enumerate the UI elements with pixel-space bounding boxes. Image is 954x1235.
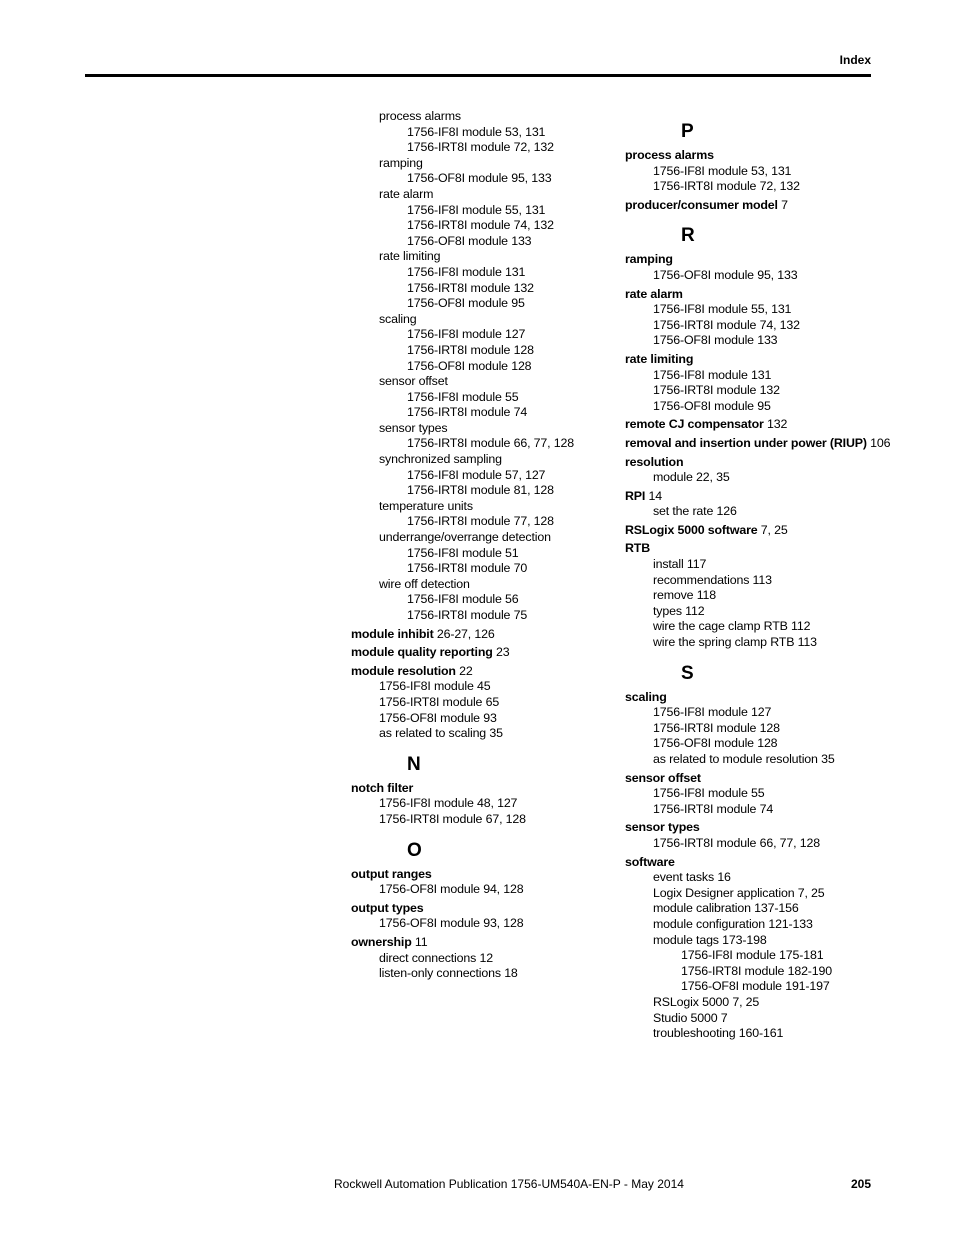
subentry-text: install 117 xyxy=(653,557,707,572)
index-subentry xyxy=(625,573,905,589)
index-subentry xyxy=(625,179,905,195)
subentry-text: 1756-IF8I module 127 xyxy=(407,327,526,342)
index-page-ref: 7 xyxy=(777,197,788,212)
index-subsubentry xyxy=(351,125,613,141)
subentry-text: process alarms xyxy=(379,109,461,123)
index-subentry xyxy=(625,399,905,415)
index-subentry xyxy=(351,711,613,727)
index-column-right xyxy=(625,109,905,1042)
index-subentry xyxy=(625,786,905,802)
index-subsubentry xyxy=(351,468,613,484)
subentry-text: 1756-IRT8I module 74, 132 xyxy=(653,317,800,332)
subentry-text: underrange/overrange detection xyxy=(379,530,551,545)
index-subsubentry xyxy=(351,281,613,297)
index-subentry xyxy=(625,557,905,573)
index-entry xyxy=(625,417,905,433)
index-subentry xyxy=(351,530,613,546)
index-subsubentry xyxy=(351,405,613,421)
index-term: ramping xyxy=(625,252,673,267)
index-page-ref: 26-27, 126 xyxy=(433,626,495,641)
subentry-text: remove 118 xyxy=(653,588,717,603)
index-subentry xyxy=(625,917,905,933)
subentry-text: 1756-OF8I module 128 xyxy=(407,358,532,373)
index-subentry xyxy=(625,752,905,768)
subentry-text: 1756-IF8I module 45 xyxy=(379,679,491,694)
index-entry xyxy=(351,901,613,917)
letter-text: S xyxy=(681,662,694,684)
index-subsubentry xyxy=(351,592,613,608)
subentry-text: 1756-IF8I module 175-181 xyxy=(681,948,824,963)
index-term: rate limiting xyxy=(625,351,694,366)
subentry-text: 1756-IF8I module 55, 131 xyxy=(407,202,546,217)
index-letter-heading xyxy=(351,752,613,778)
index-subsubentry xyxy=(351,359,613,375)
subentry-text: 1756-IF8I module 56 xyxy=(407,592,519,607)
subentry-text: 1756-IRT8I module 132 xyxy=(653,383,780,398)
page-number: 205 xyxy=(850,1177,871,1191)
index-term: output types xyxy=(351,900,424,915)
index-subentry xyxy=(351,374,613,390)
index-subentry xyxy=(625,933,905,949)
subentry-text: 1756-IRT8I module 75 xyxy=(407,608,528,622)
subentry-text: 1756-IRT8I module 67, 128 xyxy=(379,811,526,826)
subentry-text: ramping xyxy=(379,155,423,170)
index-page-ref: 22 xyxy=(455,663,473,678)
index-subsubentry xyxy=(625,948,905,964)
index-entry xyxy=(625,352,905,368)
index-subentry xyxy=(625,1011,905,1027)
index-term: remote CJ compensator xyxy=(625,417,764,432)
index-subentry xyxy=(625,318,905,334)
subentry-text: rate limiting xyxy=(379,249,441,264)
index-subentry xyxy=(625,802,905,818)
index-term: removal and insertion under power (RIUP) xyxy=(625,435,867,450)
index-term: ownership xyxy=(351,934,412,949)
index-subsubentry xyxy=(351,561,613,577)
index-subentry xyxy=(351,679,613,695)
index-subentry xyxy=(625,901,905,917)
index-subentry xyxy=(625,736,905,752)
index-term: resolution xyxy=(625,454,684,469)
subentry-text: 1756-IF8I module 48, 127 xyxy=(379,796,518,811)
index-letter-heading xyxy=(625,223,905,249)
subentry-text: 1756-IRT8I module 74, 132 xyxy=(407,218,554,233)
letter-text: N xyxy=(407,753,421,775)
index-entry xyxy=(625,690,905,706)
index-entry xyxy=(351,781,613,797)
index-page-ref: 132 xyxy=(763,417,788,432)
subentry-text: module tags 173-198 xyxy=(653,932,767,947)
subentry-text: 1756-IF8I module 51 xyxy=(407,545,519,560)
index-subentry xyxy=(625,886,905,902)
index-subsubentry xyxy=(351,390,613,406)
index-letter-heading xyxy=(351,838,613,864)
subentry-text: 1756-IRT8I module 132 xyxy=(407,280,534,295)
subentry-text: temperature units xyxy=(379,498,473,513)
index-letter-heading xyxy=(625,661,905,687)
index-subentry xyxy=(625,836,905,852)
subentry-text: 1756-IF8I module 53, 131 xyxy=(653,163,792,178)
index-subentry xyxy=(625,302,905,318)
subentry-text: 1756-OF8I module 191-197 xyxy=(681,979,830,994)
index-subentry xyxy=(625,164,905,180)
index-subsubentry xyxy=(351,546,613,562)
index-entry xyxy=(351,935,613,951)
subentry-text: 1756-IF8I module 131 xyxy=(653,367,772,382)
index-subentry xyxy=(351,156,613,172)
index-subentry xyxy=(625,368,905,384)
index-entry xyxy=(625,771,905,787)
index-subsubentry xyxy=(351,514,613,530)
subentry-text: set the rate 126 xyxy=(653,504,737,519)
index-subsubentry xyxy=(351,265,613,281)
index-subentry xyxy=(625,1026,905,1042)
subentry-text: rate alarm xyxy=(379,186,434,201)
index-page-ref: 14 xyxy=(645,488,662,503)
index-entry xyxy=(351,664,613,680)
index-subsubentry xyxy=(351,296,613,312)
index-page-ref: 106 xyxy=(866,435,891,450)
index-entry xyxy=(351,645,613,661)
index-term: module inhibit xyxy=(351,626,434,641)
index-entry xyxy=(625,252,905,268)
index-subentry xyxy=(625,504,905,520)
subentry-text: 1756-IRT8I module 70 xyxy=(407,561,528,576)
index-subentry xyxy=(625,470,905,486)
subentry-text: synchronized sampling xyxy=(379,452,502,467)
subentry-text: 1756-IRT8I module 66, 77, 128 xyxy=(407,436,574,451)
index-subsubentry xyxy=(351,483,613,499)
subentry-text: 1756-IRT8I module 66, 77, 128 xyxy=(653,835,820,850)
index-subsubentry xyxy=(625,979,905,995)
index-term: RTB xyxy=(625,541,651,556)
index-page-ref: 23 xyxy=(492,645,510,660)
index-subentry xyxy=(625,268,905,284)
index-subentry xyxy=(351,109,613,125)
index-subentry xyxy=(351,916,613,932)
index-subentry xyxy=(351,882,613,898)
subentry-text: 1756-OF8I module 133 xyxy=(407,233,532,248)
subentry-text: Studio 5000 7 xyxy=(653,1010,728,1025)
subentry-text: listen-only connections 18 xyxy=(379,966,518,981)
index-subentry xyxy=(625,635,905,651)
subentry-text: 1756-IRT8I module 182-190 xyxy=(681,963,833,978)
index-entry xyxy=(625,523,905,539)
subentry-text: troubleshooting 160-161 xyxy=(653,1026,784,1041)
subentry-text: 1756-IF8I module 53, 131 xyxy=(407,124,546,139)
index-subentry xyxy=(625,995,905,1011)
index-term: scaling xyxy=(625,689,667,704)
index-subentry xyxy=(625,588,905,604)
index-term: sensor offset xyxy=(625,770,701,785)
subentry-text: 1756-IRT8I module 72, 132 xyxy=(407,140,554,155)
subentry-text: scaling xyxy=(379,311,417,326)
index-subentry xyxy=(351,812,613,828)
index-subsubentry xyxy=(351,203,613,219)
index-term: RSLogix 5000 software xyxy=(625,522,758,537)
subentry-text: as related to scaling 35 xyxy=(379,726,503,741)
index-term: process alarms xyxy=(625,148,714,162)
index-subentry xyxy=(351,796,613,812)
index-entry xyxy=(625,855,905,871)
index-term: rate alarm xyxy=(625,286,683,301)
subentry-text: 1756-IRT8I module 77, 128 xyxy=(407,514,554,529)
index-column-left xyxy=(351,109,613,982)
index-subentry xyxy=(625,383,905,399)
subentry-text: 1756-IRT8I module 74 xyxy=(653,801,774,816)
index-subsubentry xyxy=(351,234,613,250)
subentry-text: types 112 xyxy=(653,603,705,618)
header-rule xyxy=(85,74,871,77)
index-entry xyxy=(625,541,905,557)
index-subentry xyxy=(351,312,613,328)
subentry-text: as related to module resolution 35 xyxy=(653,752,835,766)
subentry-text: 1756-OF8I module 94, 128 xyxy=(379,882,524,897)
subentry-text: module configuration 121-133 xyxy=(653,916,813,931)
letter-text: P xyxy=(681,121,694,142)
subentry-text: 1756-OF8I module 128 xyxy=(653,736,778,751)
index-subentry xyxy=(351,249,613,265)
subentry-text: 1756-IF8I module 55 xyxy=(653,786,765,801)
subentry-text: 1756-IRT8I module 128 xyxy=(407,342,534,357)
subentry-text: wire the spring clamp RTB 113 xyxy=(653,635,817,650)
subentry-text: module calibration 137-156 xyxy=(653,901,799,916)
index-subsubentry xyxy=(351,218,613,234)
index-term: output ranges xyxy=(351,866,432,881)
index-subentry xyxy=(351,695,613,711)
index-term: producer/consumer model xyxy=(625,197,778,212)
index-subsubentry xyxy=(351,171,613,187)
subentry-text: 1756-IRT8I module 81, 128 xyxy=(407,483,554,498)
letter-text: O xyxy=(407,839,422,861)
index-entry xyxy=(625,820,905,836)
subentry-text: 1756-IRT8I module 72, 132 xyxy=(653,179,800,194)
index-entry xyxy=(625,436,905,452)
subentry-text: sensor types xyxy=(379,420,448,435)
index-subentry xyxy=(625,333,905,349)
index-subsubentry xyxy=(351,140,613,156)
index-term: module quality reporting xyxy=(351,645,493,660)
subentry-text: 1756-IRT8I module 74 xyxy=(407,405,528,420)
subentry-text: 1756-OF8I module 133 xyxy=(653,333,778,348)
subentry-text: 1756-IF8I module 55, 131 xyxy=(653,302,792,317)
subentry-text: 1756-OF8I module 93 xyxy=(379,710,497,725)
index-term: sensor types xyxy=(625,820,700,835)
running-header-title: Index xyxy=(839,53,871,67)
index-subentry xyxy=(351,421,613,437)
index-term: notch filter xyxy=(351,780,414,795)
index-subsubentry xyxy=(351,608,613,624)
index-subsubentry xyxy=(625,964,905,980)
index-subentry xyxy=(351,499,613,515)
index-subsubentry xyxy=(351,436,613,452)
subentry-text: recommendations 113 xyxy=(653,572,772,587)
index-entry xyxy=(351,867,613,883)
index-term: RPI xyxy=(625,488,646,503)
index-subentry xyxy=(625,705,905,721)
index-subentry xyxy=(351,577,613,593)
index-subsubentry xyxy=(351,327,613,343)
subentry-text: 1756-IRT8I module 65 xyxy=(379,694,500,709)
index-subentry xyxy=(625,619,905,635)
subentry-text: direct connections 12 xyxy=(379,950,493,965)
index-subentry xyxy=(625,604,905,620)
index-letter-heading xyxy=(625,119,905,145)
subentry-text: 1756-OF8I module 93, 128 xyxy=(379,916,524,931)
index-term: software xyxy=(625,854,675,869)
subentry-text: 1756-IF8I module 127 xyxy=(653,705,772,720)
index-subentry xyxy=(625,721,905,737)
index-subentry xyxy=(625,870,905,886)
subentry-text: event tasks 16 xyxy=(653,870,731,885)
subentry-text: 1756-OF8I module 95 xyxy=(407,296,525,311)
footer-publication: Rockwell Automation Publication 1756-UM540A-EN-P - May 2014 xyxy=(334,1177,684,1191)
subentry-text: module 22, 35 xyxy=(653,470,730,485)
index-subentry xyxy=(351,452,613,468)
index-entry xyxy=(625,287,905,303)
index-subsubentry xyxy=(351,343,613,359)
subentry-text: 1756-IF8I module 131 xyxy=(407,264,526,279)
index-entry xyxy=(625,198,905,214)
subentry-text: wire the cage clamp RTB 112 xyxy=(653,619,811,634)
index-page-ref: 11 xyxy=(411,934,428,949)
index-term: module resolution xyxy=(351,663,456,678)
index-page-ref: 7, 25 xyxy=(757,522,788,537)
subentry-text: 1756-OF8I module 95, 133 xyxy=(407,171,552,186)
subentry-text: RSLogix 5000 7, 25 xyxy=(653,994,760,1009)
index-entry xyxy=(625,455,905,471)
index-subentry xyxy=(351,951,613,967)
subentry-text: 1756-IF8I module 55 xyxy=(407,389,519,404)
subentry-text: 1756-IF8I module 57, 127 xyxy=(407,467,546,482)
letter-text: R xyxy=(681,225,695,247)
subentry-text: wire off detection xyxy=(379,576,470,591)
index-subentry xyxy=(351,187,613,203)
subentry-text: Logix Designer application 7, 25 xyxy=(653,885,825,900)
index-entry xyxy=(351,627,613,643)
subentry-text: 1756-OF8I module 95, 133 xyxy=(653,267,798,282)
index-subentry xyxy=(351,966,613,982)
subentry-text: sensor offset xyxy=(379,374,448,389)
index-entry xyxy=(625,489,905,505)
subentry-text: 1756-IRT8I module 128 xyxy=(653,720,780,735)
subentry-text: 1756-OF8I module 95 xyxy=(653,398,771,413)
index-entry xyxy=(625,148,905,164)
index-subentry xyxy=(351,726,613,742)
